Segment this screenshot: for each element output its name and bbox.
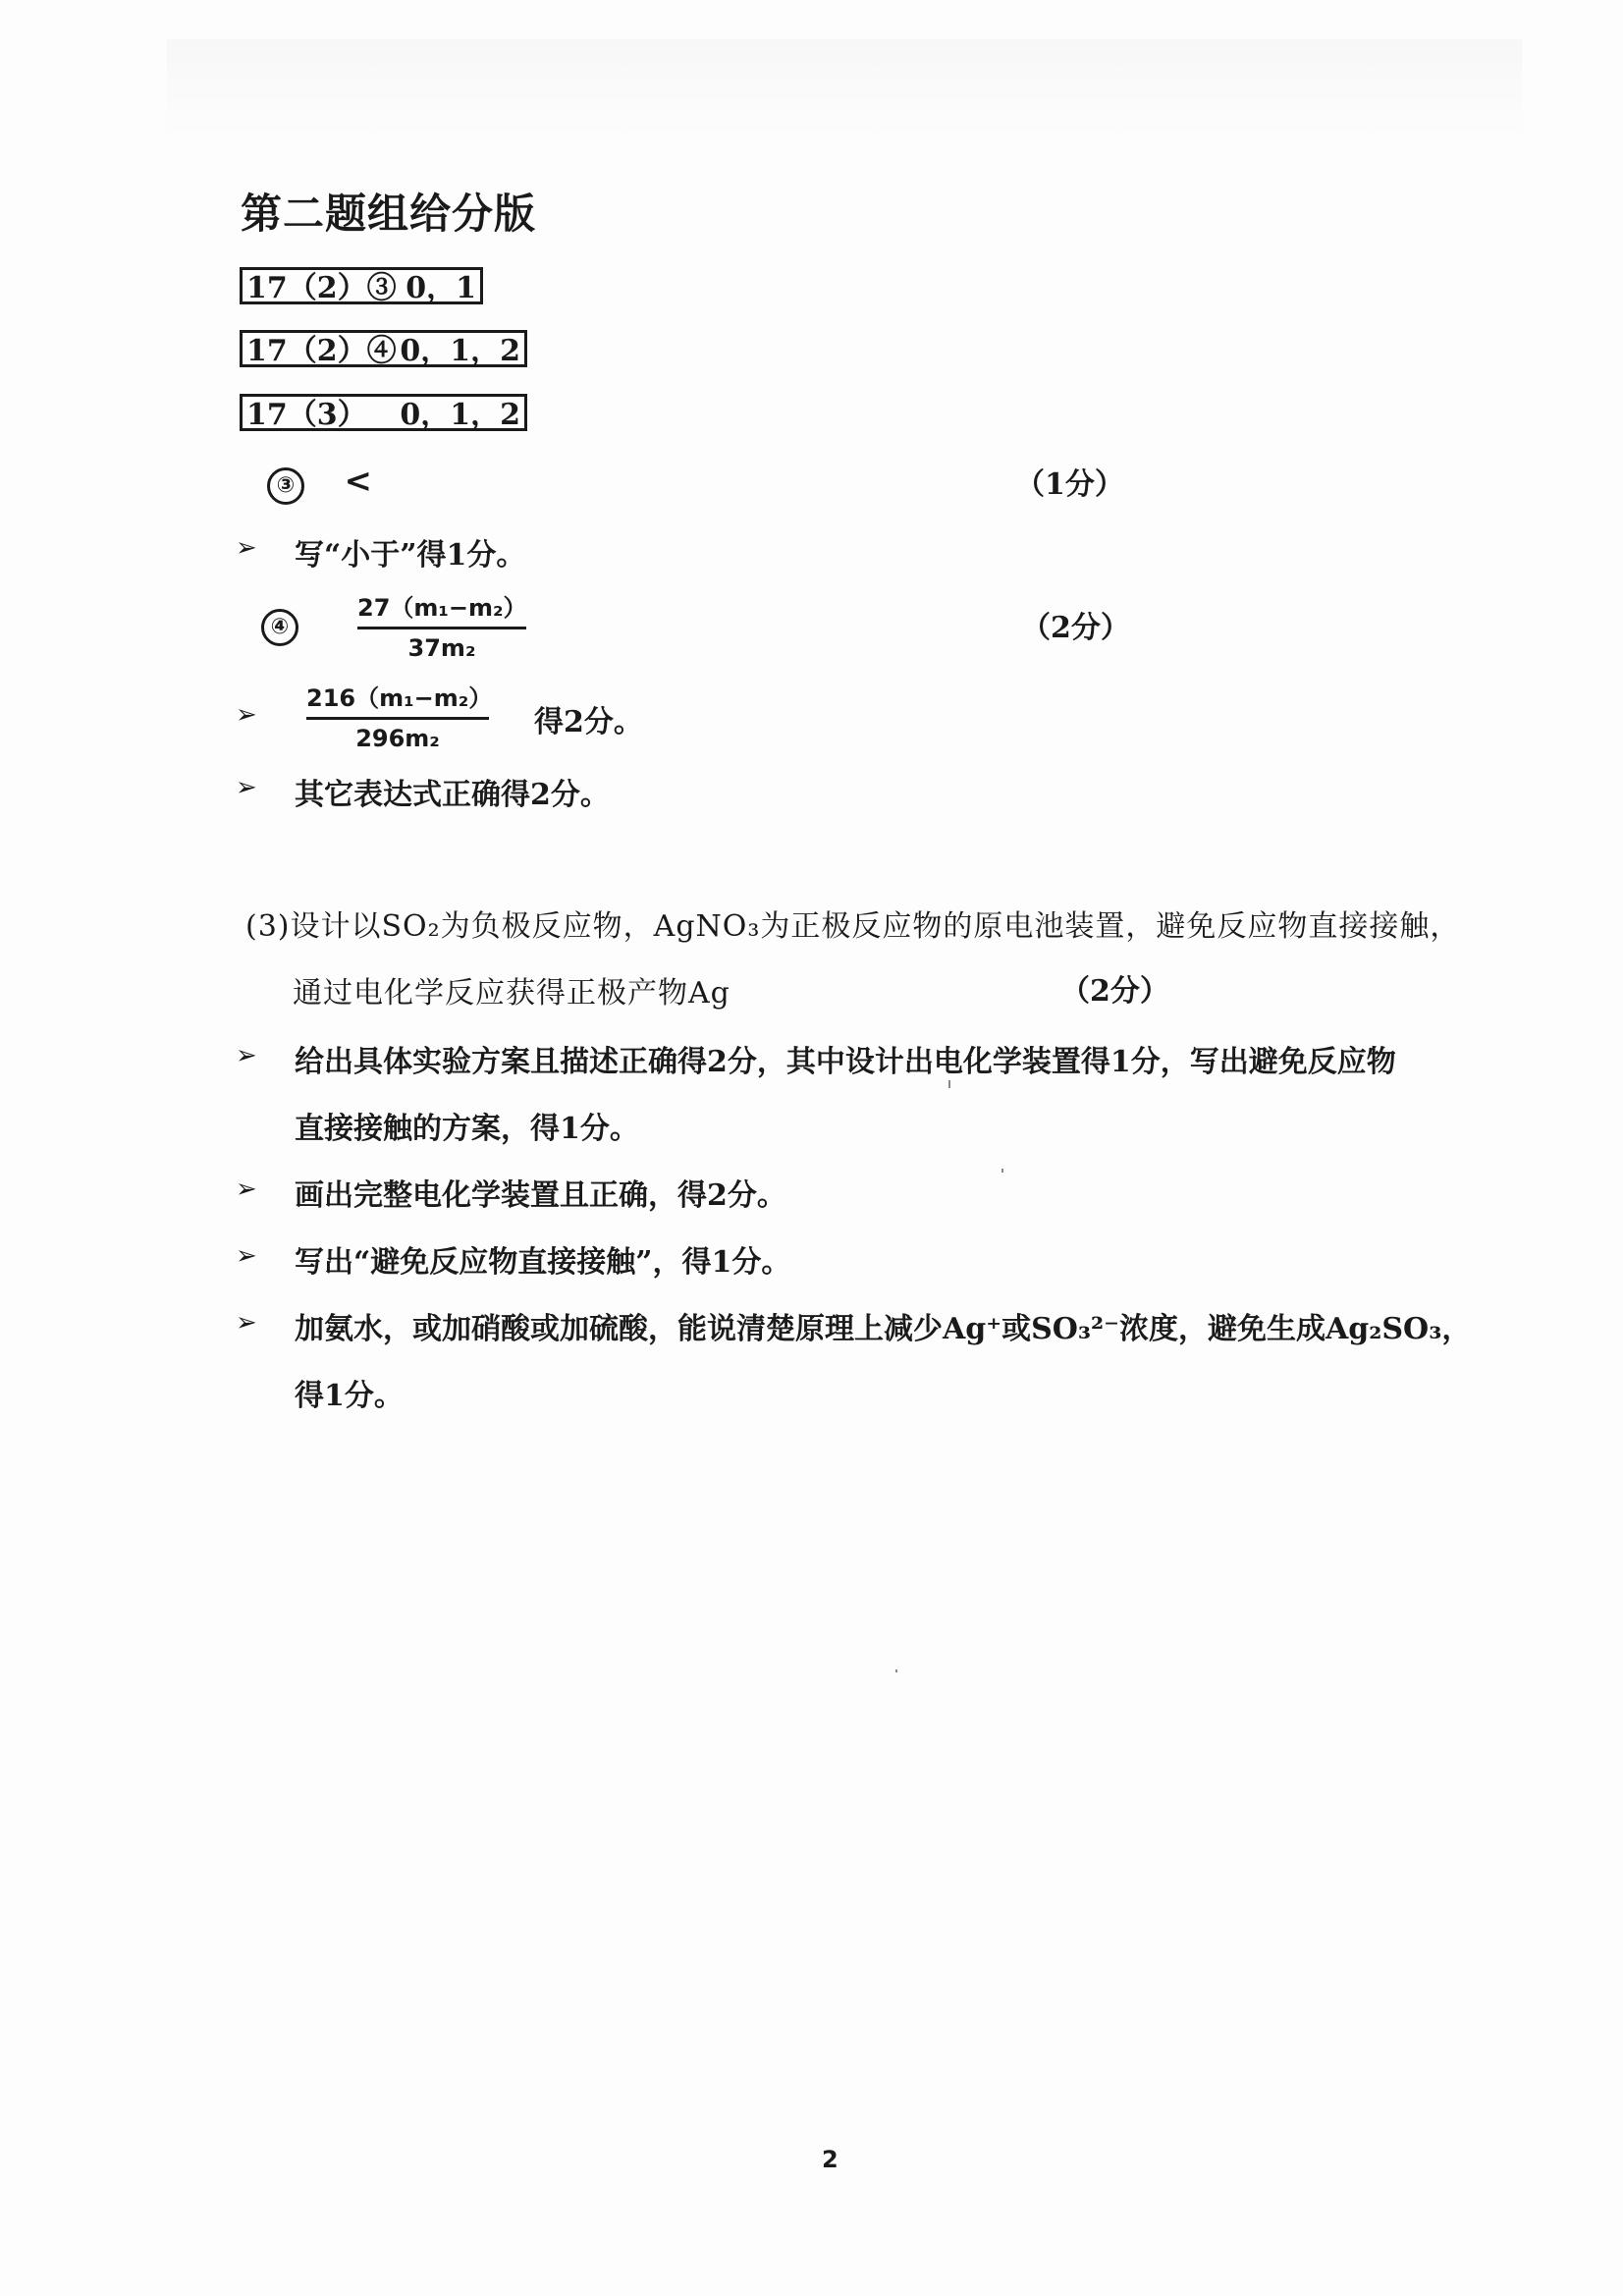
score-box-values: 0，1，2: [400, 398, 520, 432]
answer-3-symbol: <: [344, 462, 372, 501]
bullet-arrow-icon: ➢: [236, 773, 257, 802]
section-3-line2: 通过电化学反应获得正极产物Ag: [293, 976, 730, 1011]
fraction-bar: [306, 717, 489, 720]
fraction-denominator: 296m₂: [355, 725, 440, 752]
bullet-text: 其它表达式正确得2分。: [295, 778, 610, 812]
score-box-17-3: [240, 394, 527, 431]
bullet-text: 写出“避免反应物直接接触”，得1分。: [295, 1245, 791, 1280]
bullet-text-continued: 直接接触的方案，得1分。: [295, 1112, 639, 1146]
score-box-17-2-3: [240, 267, 483, 304]
bullet-text: 写“小于”得1分。: [295, 538, 526, 573]
scan-speck: [1001, 1169, 1003, 1173]
bullet-text-continued: 得1分。: [295, 1379, 404, 1413]
answer-4-marker: [261, 609, 298, 646]
score-box-question: 17（3）: [246, 398, 367, 432]
page-title: 第二题组给分版: [241, 190, 537, 238]
circled-number-4: ④: [261, 609, 298, 646]
section-3-line1: (3)设计以SO₂为负极反应物，AgNO₃为正极反应物的原电池装置，避免反应物直接接触，: [245, 909, 1461, 944]
points-section-3: （2分）: [1060, 974, 1169, 1009]
scan-shade: [167, 39, 1522, 137]
bullet-text: 给出具体实验方案且描述正确得2分，其中设计出电化学装置得1分，写出避免反应物: [295, 1045, 1396, 1079]
bullet-arrow-icon: ➢: [236, 1175, 257, 1204]
alt-fraction: [306, 682, 493, 755]
answer-4-fraction: [357, 591, 526, 665]
bullet-text: 加氨水，或加硝酸或加硫酸，能说清楚原理上减少Ag⁺或SO₃²⁻浓度，避免生成Ag₂SO₃，: [295, 1312, 1472, 1346]
scan-speck: [948, 1080, 950, 1088]
bullet-arrow-icon: ➢: [236, 1308, 257, 1338]
bullet-text: 得2分。: [534, 705, 643, 739]
fraction-numerator: 216（m₁−m₂）: [306, 684, 493, 712]
fraction-denominator: 37m₂: [407, 634, 476, 662]
bullet-arrow-icon: ➢: [236, 533, 257, 563]
answer-3: [267, 462, 372, 505]
bullet-text: 画出完整电化学装置且正确，得2分。: [295, 1178, 786, 1213]
score-box-17-2-4: [240, 330, 527, 367]
score-box-values: 0，1，2: [400, 334, 520, 368]
scan-speck: [895, 1669, 897, 1672]
bullet-arrow-icon: ➢: [236, 700, 257, 730]
points-answer-4: （2分）: [1021, 611, 1130, 645]
score-box-question: 17（2）④: [246, 334, 397, 368]
score-box-question: 17（2）③: [246, 271, 397, 305]
score-box-values: 0，1: [406, 271, 476, 305]
fraction-numerator: 27（m₁−m₂）: [357, 594, 527, 622]
fraction-bar: [357, 627, 526, 629]
bullet-arrow-icon: ➢: [236, 1041, 257, 1070]
circled-number-3: ③: [267, 467, 304, 505]
points-answer-3: （1分）: [1015, 467, 1124, 502]
page-number: 2: [822, 2146, 839, 2173]
bullet-arrow-icon: ➢: [236, 1241, 257, 1271]
